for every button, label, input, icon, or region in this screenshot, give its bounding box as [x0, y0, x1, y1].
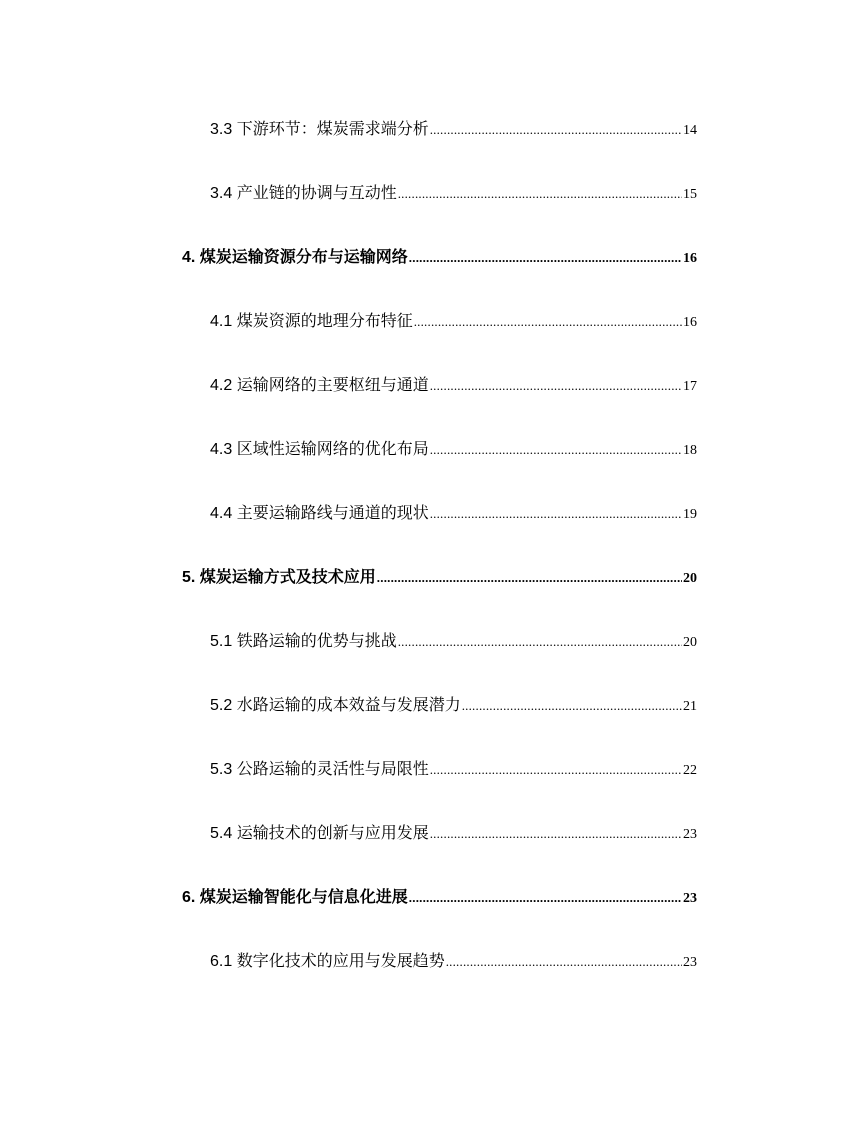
toc-dot-leader — [398, 182, 682, 206]
toc-entry-title: 4.3 区域性运输网络的优化布局 — [210, 441, 429, 458]
toc-page-number: 21 — [683, 699, 697, 714]
toc-chapter-title: 6. 煤炭运输智能化与信息化进展 — [182, 889, 408, 906]
toc-dot-leader — [409, 246, 682, 270]
toc-entry-4-3[interactable] — [210, 438, 697, 462]
toc-entry-5-4[interactable] — [210, 822, 697, 846]
toc-entry-5-2[interactable] — [210, 694, 697, 718]
toc-entry-title: 5.3 公路运输的灵活性与局限性 — [210, 761, 429, 778]
toc-page-number: 20 — [683, 571, 697, 586]
toc-entry-title: 5.4 运输技术的创新与应用发展 — [210, 825, 429, 842]
toc-page-number: 14 — [683, 123, 697, 138]
toc-entry-title: 6.1 数字化技术的应用与发展趋势 — [210, 953, 445, 970]
toc-page-number: 15 — [683, 187, 697, 202]
toc-dot-leader — [430, 758, 682, 782]
toc-dot-leader — [430, 502, 682, 526]
toc-entry-title: 4.1 煤炭资源的地理分布特征 — [210, 313, 413, 330]
toc-entry-5-3[interactable] — [210, 758, 697, 782]
toc-chapter-title: 5. 煤炭运输方式及技术应用 — [182, 569, 376, 586]
toc-entry-title: 3.4 产业链的协调与互动性 — [210, 185, 397, 202]
toc-dot-leader — [377, 566, 682, 590]
toc-entry-3-4[interactable] — [210, 182, 697, 206]
toc-dot-leader — [430, 438, 682, 462]
toc-entry-title: 5.1 铁路运输的优势与挑战 — [210, 633, 397, 650]
toc-page-number: 16 — [683, 315, 697, 330]
toc-entry-4-1[interactable] — [210, 310, 697, 334]
toc-entry-title: 5.2 水路运输的成本效益与发展潜力 — [210, 697, 461, 714]
toc-entry-4[interactable] — [182, 246, 697, 270]
toc-entry-5[interactable] — [182, 566, 697, 590]
toc-dot-leader — [430, 118, 682, 142]
toc-entry-4-4[interactable] — [210, 502, 697, 526]
toc-page-number: 16 — [683, 251, 697, 266]
toc-page-number: 22 — [683, 763, 697, 778]
toc-entry-6[interactable] — [182, 886, 697, 910]
toc-entry-4-2[interactable] — [210, 374, 697, 398]
toc-chapter-title: 4. 煤炭运输资源分布与运输网络 — [182, 249, 408, 266]
toc-entry-title: 3.3 下游环节：煤炭需求端分析 — [210, 121, 429, 138]
toc-dot-leader — [430, 374, 682, 398]
toc-dot-leader — [414, 310, 682, 334]
toc-page-number: 23 — [683, 827, 697, 842]
toc-entry-5-1[interactable] — [210, 630, 697, 654]
toc-page-number: 18 — [683, 443, 697, 458]
toc-page-number: 17 — [683, 379, 697, 394]
toc-entry-title: 4.4 主要运输路线与通道的现状 — [210, 505, 429, 522]
toc-dot-leader — [446, 950, 682, 974]
toc-dot-leader — [409, 886, 682, 910]
toc-dot-leader — [462, 694, 682, 718]
toc-entry-3-3[interactable] — [210, 118, 697, 142]
toc-page-number: 19 — [683, 507, 697, 522]
toc-dot-leader — [398, 630, 682, 654]
toc-page-number: 23 — [683, 891, 697, 906]
toc-entry-6-1[interactable] — [210, 950, 697, 974]
toc-page-number: 20 — [683, 635, 697, 650]
toc-page-number: 23 — [683, 955, 697, 970]
toc-entry-title: 4.2 运输网络的主要枢纽与通道 — [210, 377, 429, 394]
toc-dot-leader — [430, 822, 682, 846]
